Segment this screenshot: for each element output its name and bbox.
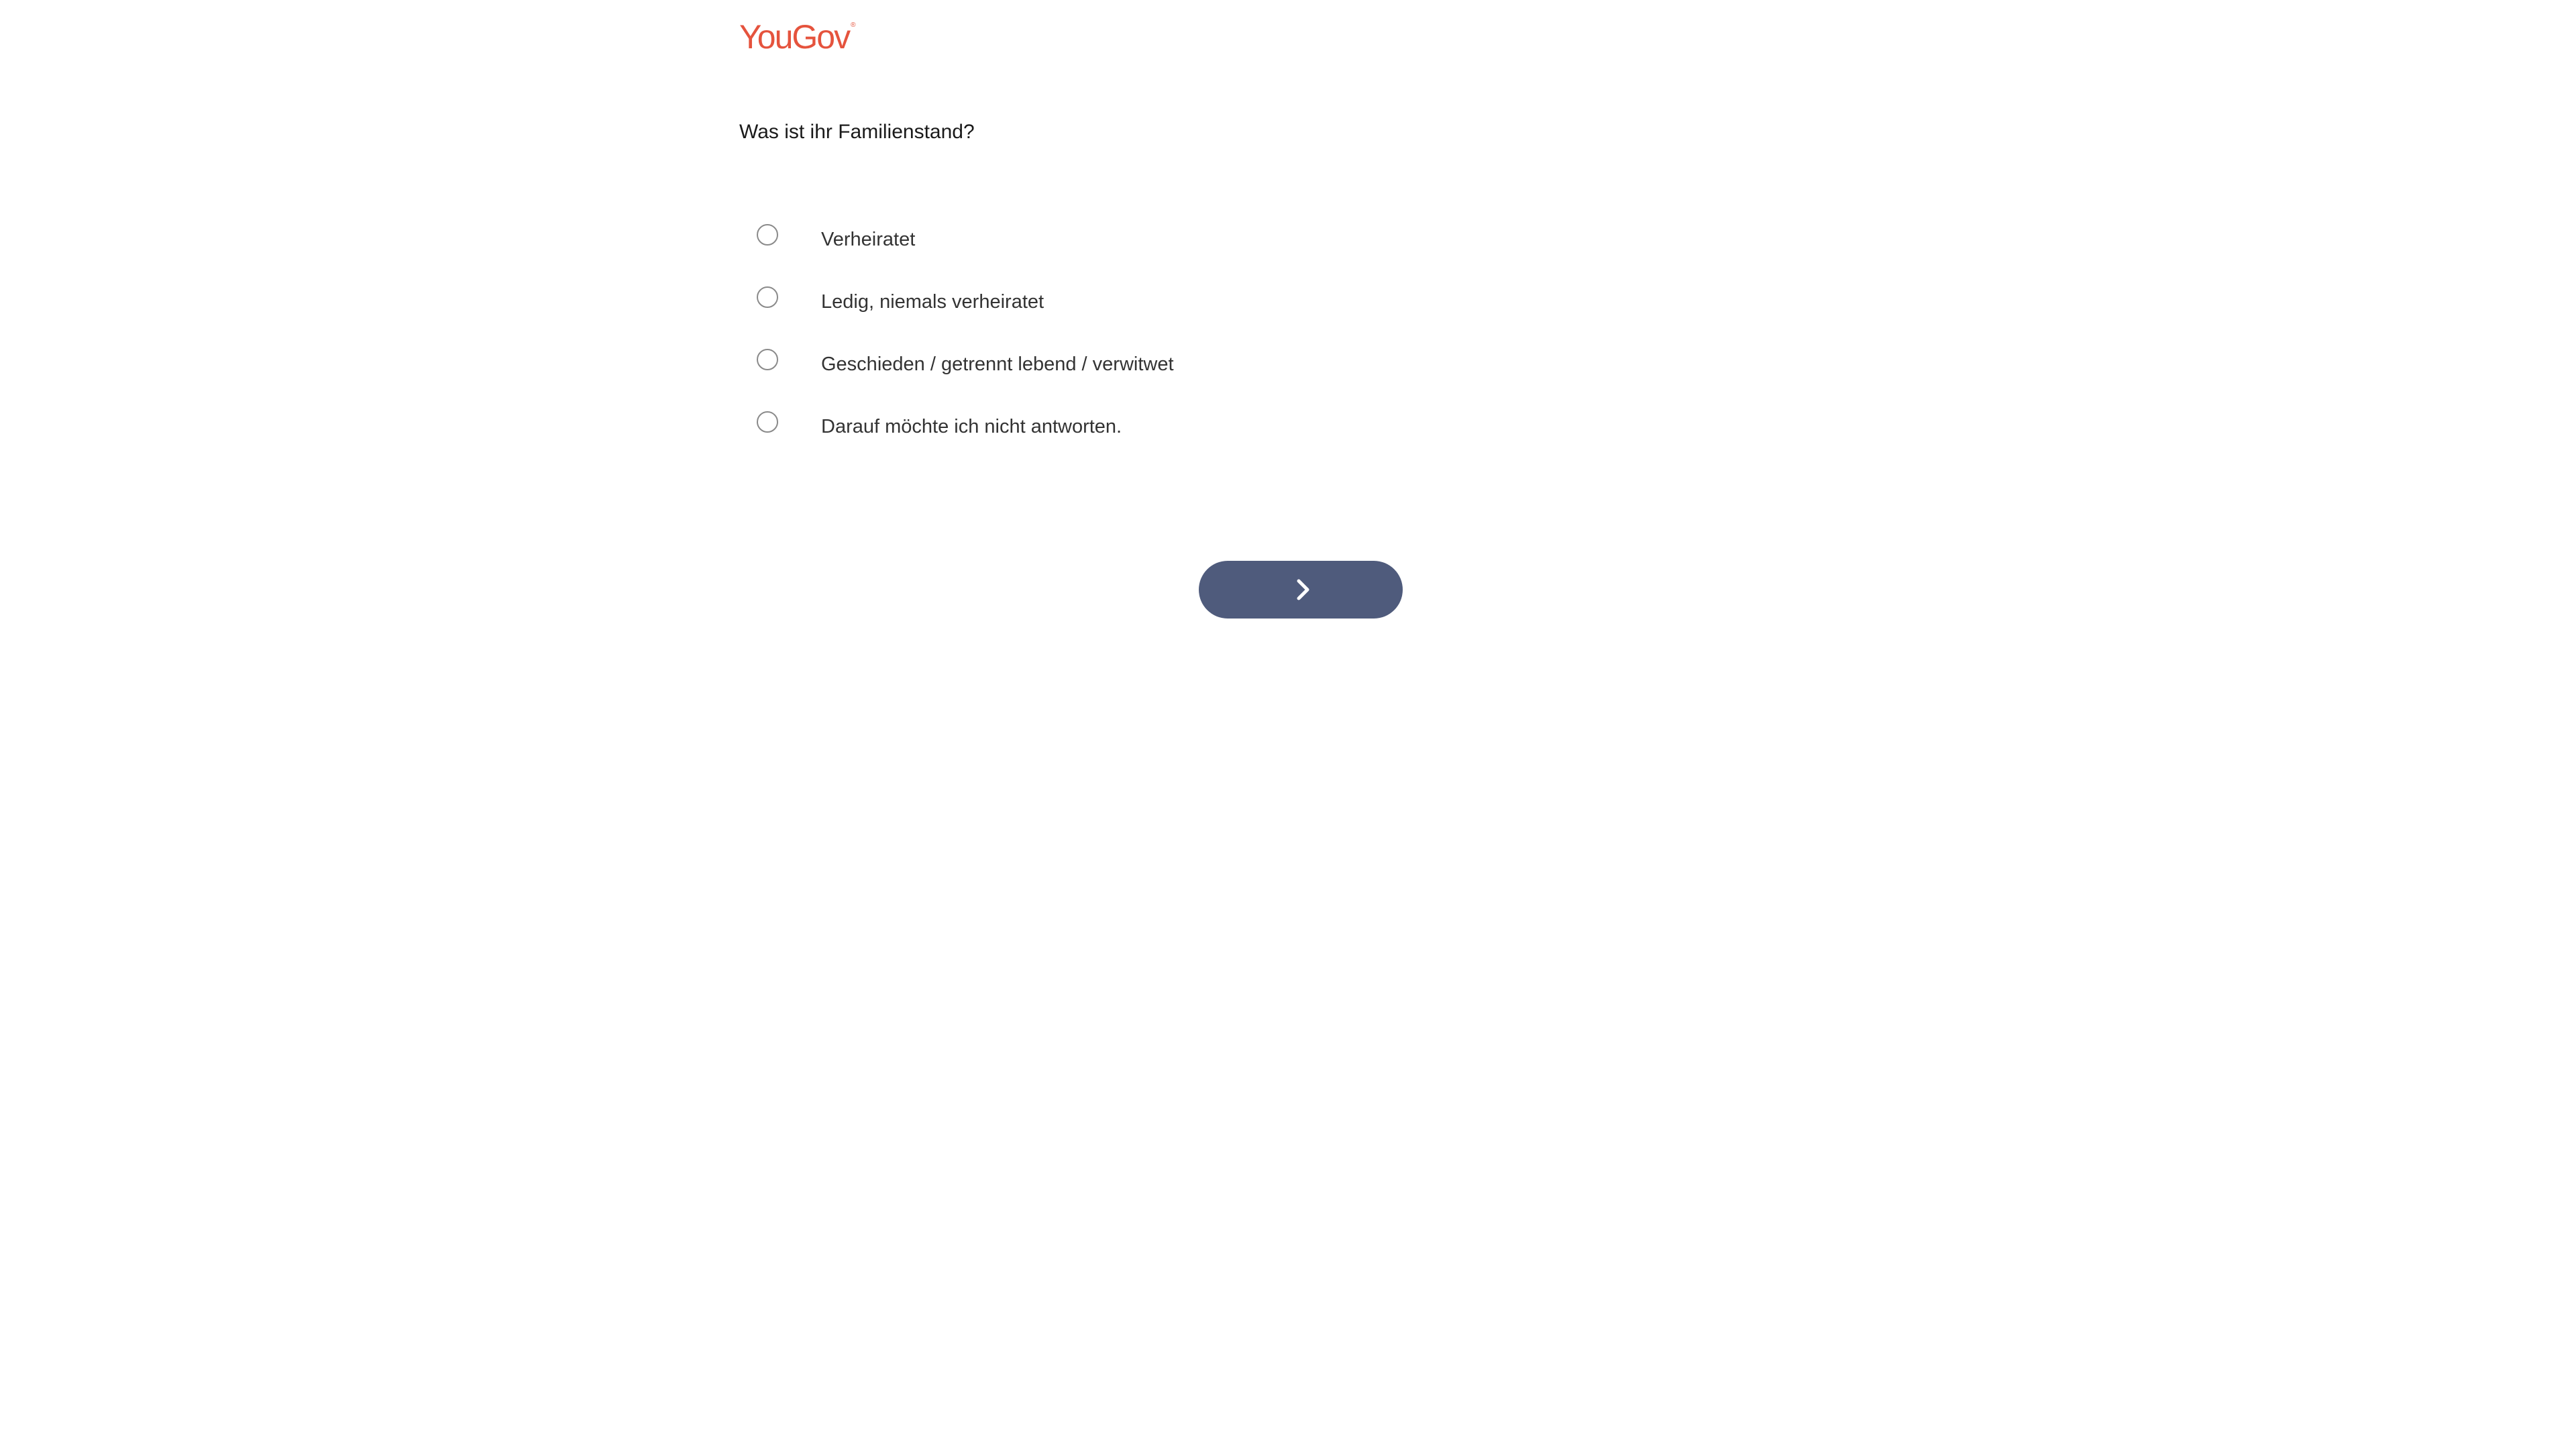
radio-button[interactable] <box>757 286 778 308</box>
radio-button[interactable] <box>757 349 778 370</box>
yougov-logo <box>739 17 855 57</box>
option-keine-antwort[interactable] <box>757 392 1696 455</box>
option-label: Geschieden / getrennt lebend / verwitwet <box>821 353 1174 375</box>
radio-button[interactable] <box>757 224 778 246</box>
registered-mark: ® <box>851 21 856 29</box>
option-label: Darauf möchte ich nicht antworten. <box>821 415 1122 437</box>
next-button[interactable] <box>1199 561 1403 619</box>
chevron-right-icon <box>1293 578 1313 602</box>
logo-text: YouGov <box>739 18 850 56</box>
option-geschieden[interactable] <box>757 330 1696 392</box>
option-label: Verheiratet <box>821 228 916 250</box>
answer-options <box>757 205 1696 455</box>
question-text: Was ist ihr Familienstand? <box>739 121 975 143</box>
radio-button[interactable] <box>757 411 778 433</box>
option-verheiratet[interactable] <box>757 205 1696 268</box>
option-label: Ledig, niemals verheiratet <box>821 290 1044 313</box>
option-ledig[interactable] <box>757 268 1696 330</box>
